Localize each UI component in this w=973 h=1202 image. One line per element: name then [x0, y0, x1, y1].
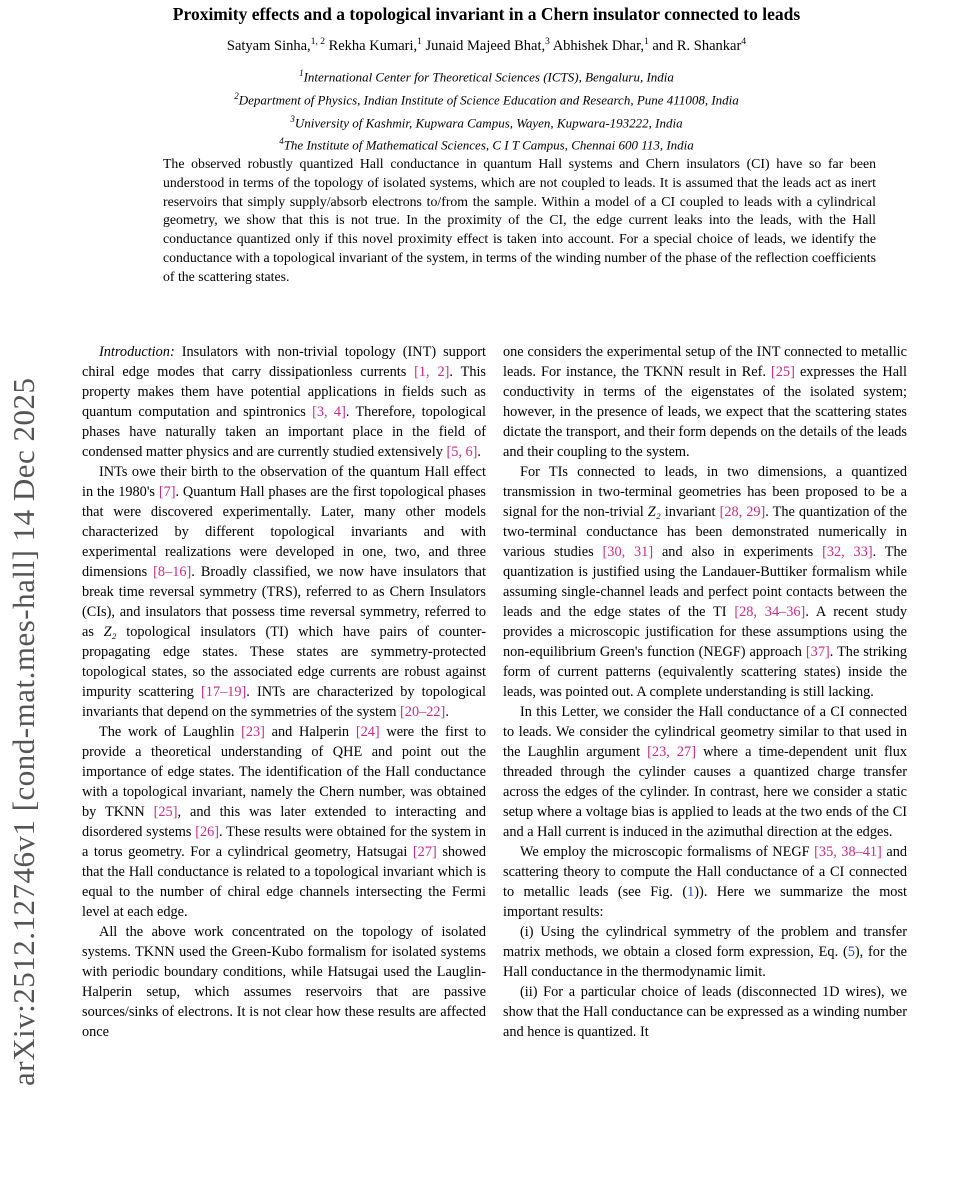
affiliation-list	[40, 64, 933, 155]
affiliation-line: $^2$Department of Physics, Indian Institute of Science Education and Research, Pune 411008, India	[234, 90, 739, 108]
text-run: . The quantization of the two-terminal conductance has been demonstrated numerically in various studies	[503, 504, 907, 560]
text-run: and also in experiments	[653, 544, 823, 560]
citation-link[interactable]: [25]	[153, 804, 178, 820]
author-name: Junaid Majeed Bhat,$^3$	[421, 37, 550, 54]
citation-link[interactable]: [24]	[355, 724, 380, 740]
text-run: one considers the experimental setup of the INT connected to metallic leads. For instance, the TKNN result in Ref.	[503, 344, 907, 380]
text-run: . Quantum Hall phases are the first topological phases that were discovered experimentally. Later, many other models characterized by different topological invariants and with experimental realizations were developed in one, two, and three dimensions	[82, 484, 486, 580]
text-run: . The quantization is justified using the Landauer-Buttiker formalism while assuming single-channel leads and perfect point contacts between the leads and the edge states of the TI	[503, 544, 907, 620]
citation-link[interactable]: [28, 29]	[719, 504, 766, 520]
author-list	[40, 37, 933, 55]
text-run: topological insulators (TI) which have pairs of counter-propagating edge states. These states are symmetry-protected topological states, so the associated edge currents are robust against impurity scattering	[82, 624, 486, 700]
author-name: and R. Shankar$^4$	[648, 37, 747, 54]
text-run: For TIs connected to leads, in two dimensions, a quantized transmission in two-terminal geometries has been proposed to be a signal for the non-trivial	[503, 464, 907, 520]
text-run: (i) Using the cylindrical symmetry of the problem and transfer matrix methods, we obtain a closed form expression, Eq. (	[503, 924, 907, 960]
text-run: The work of Laughlin	[99, 724, 242, 740]
text-run: )). Here we summarize the most important results:	[503, 884, 907, 920]
paragraph	[503, 702, 907, 842]
citation-link[interactable]: [23]	[241, 724, 265, 740]
text-run: .	[477, 444, 481, 460]
text-run: In this Letter, we consider the Hall conductance of a CI connected to leads. We consider the cylindrical geometry similar to that used in the Laughlin argument	[503, 704, 907, 760]
citation-link[interactable]: [25]	[771, 364, 795, 380]
text-run: and Halperin	[264, 724, 356, 740]
affiliation-line: $^1$International Center for Theoretical Sciences (ICTS), Bengaluru, India	[299, 68, 674, 85]
affiliation-superscript: 3	[290, 113, 295, 124]
text-run: were the first to provide a theoretical understanding of QHE and point out the importance of edge states. The identification of the Hall conductance with a topological invariant, namely the Chern number, was obtained by TKNN	[82, 724, 486, 820]
citation-link[interactable]: [37]	[805, 644, 830, 660]
author-affiliation-superscript: 3	[545, 37, 550, 47]
affiliation-superscript: 4	[279, 136, 284, 147]
paragraph	[82, 342, 486, 462]
abstract: The observed robustly quantized Hall conductance in quantum Hall systems and Chern insulators (CI) have so far been understood in terms of the topology of isolated systems, which are not coupled to leads. It is assumed that the leads act as inert reservoirs that simply supply/absorb electrons to/from the sample. Within a model of a CI coupled to leads with a cylindrical geometry, we show that this is not true. In the proximity of the CI, the edge current leaks into the leads, with the Hall conductance quantized only if this novel proximity effect is taken into account. For a special choice of leads, we identify the conductance with a topological invariant of the system, in terms of the winding number of the phase of the reflection coefficients of the scattering states.	[163, 156, 876, 284]
author-name: Abhishek Dhar,$^1$	[549, 37, 649, 54]
text-run: INTs owe their birth to the observation of the quantum Hall effect in the 1980's	[82, 464, 486, 500]
text-run: . Broadly classified, we now have insulators that break time reversal symmetry (TRS), referred to as Chern Insulators (CIs), and insulators that possess time reversal symmetry, referred to as	[82, 564, 486, 640]
column-left	[82, 342, 486, 1202]
affiliation-superscript: 1	[299, 68, 304, 78]
citation-link[interactable]: [35, 38–41]	[814, 844, 882, 860]
text-run: ), for the Hall conductance in the thermodynamic limit.	[503, 944, 907, 980]
text-run: invariant	[660, 504, 720, 520]
text-run: Introduction:	[99, 344, 175, 360]
citation-link[interactable]: [28, 34–36]	[734, 604, 806, 620]
paragraph	[82, 462, 486, 722]
paragraph	[503, 462, 907, 702]
author-affiliation-superscript: 1	[417, 37, 422, 47]
text-run: . The striking form of current patterns (equivalently scattering states) inside the leads, was pointed out. A complete understanding is still lacking.	[503, 644, 907, 700]
affiliation-line: $^3$University of Kashmir, Kupwara Campus, Wayen, Kupwara-193222, India	[290, 113, 683, 130]
citation-link[interactable]: [1, 2]	[414, 364, 450, 380]
author-name: Satyam Sinha,$^{1, 2}$	[226, 37, 325, 54]
text-run: . INTs are characterized by topological invariants that depend on the symmetries of the system	[82, 684, 486, 720]
citation-link[interactable]: [5, 6]	[446, 444, 478, 460]
paragraph	[503, 982, 907, 1042]
citation-link[interactable]: [3, 4]	[312, 404, 346, 420]
affiliation-line: $^4$The Institute of Mathematical Sciences, C I T Campus, Chennai 600 113, India	[279, 136, 694, 153]
text-run: . This property makes them have potential applications in fields such as quantum computation and spintronics	[82, 364, 486, 420]
text-run: expresses the Hall conductivity in terms of the eigenstates of the isolated system; however, in the presence of leads, we expect that the scattering states dictate the transport, and their form depends on the details of the leads and their coupling to the system.	[503, 364, 907, 460]
text-run: . Therefore, topological phases have naturally taken an important place in the field of condensed matter physics and are currently studied extensively	[82, 404, 486, 460]
text-run: .	[445, 704, 449, 720]
citation-link[interactable]: [20–22]	[400, 704, 446, 720]
text-run: Z₂	[103, 624, 117, 640]
column-right	[503, 342, 907, 1202]
arxiv-stamp[interactable]: arXiv:2512.12746v1 [cond-mat.mes-hall] 14 Dec 2025	[6, 377, 41, 1086]
paragraph	[503, 842, 907, 922]
paragraph	[82, 922, 486, 1042]
author-affiliation-superscript: 4	[741, 37, 747, 47]
paper-title: Proximity effects and a topological invariant in a Chern insulator connected to leads	[172, 4, 801, 24]
paragraph	[82, 722, 486, 922]
citation-link[interactable]: [27]	[412, 844, 437, 860]
text-run: . A recent study provides a microscopic justification for these assumptions using the non-equilibrium Green's function (NEGF) approach	[503, 604, 907, 660]
text-run: We employ the microscopic formalisms of NEGF	[520, 844, 815, 860]
citation-link[interactable]: [30, 31]	[602, 544, 654, 560]
citation-link[interactable]: [26]	[195, 824, 220, 840]
text-run: All the above work concentrated on the topology of isolated systems. TKNN used the Green-Kubo formalism for isolated systems with periodic boundary conditions, while Hatsugai used the Lauglin-Halperin setup, which assumes reservoirs that are passive sources/sinks of electrons. It is not clear how these results are affected once	[82, 924, 486, 1040]
citation-link[interactable]: [23, 27]	[647, 744, 696, 760]
paragraph	[503, 342, 907, 462]
text-run: and scattering theory to compute the Hall conductance of a CI connected to metallic leads (see Fig. (	[503, 844, 907, 900]
author-affiliation-superscript: 1, 2	[310, 37, 325, 47]
text-run: Insulators with non-trivial topology (INT) support chiral edge modes that carry dissipationless currents	[82, 344, 486, 380]
paragraph	[503, 922, 907, 982]
cross-reference-link[interactable]: 1	[687, 884, 695, 900]
citation-link[interactable]: [32, 33]	[822, 544, 873, 560]
text-run: showed that the Hall conductance is related to a topological invariant which is equal to the number of chiral edge channels intersecting the Fermi level at each edge.	[82, 844, 486, 920]
text-run: Z₂	[647, 504, 661, 520]
text-run: . These results were obtained for the system in a torus geometry. For a cylindrical geometry, Hatsugai	[82, 824, 486, 860]
author-name: Rekha Kumari,$^1$	[324, 37, 422, 54]
citation-link[interactable]: [17–19]	[201, 684, 247, 700]
cross-reference-link[interactable]: 5	[847, 944, 855, 960]
text-run: , and this was later extended to interacting and disordered systems	[82, 804, 486, 840]
citation-link[interactable]: [8–16]	[153, 564, 192, 580]
affiliation-superscript: 2	[234, 90, 239, 101]
author-affiliation-superscript: 1	[643, 37, 649, 47]
text-run: (ii) For a particular choice of leads (disconnected 1D wires), we show that the Hall conductance can be expressed as a winding number and hence is quantized. It	[503, 984, 907, 1040]
citation-link[interactable]: [7]	[158, 484, 176, 500]
text-run: where a time-dependent unit flux threaded through the cylinder causes a quantized charge transfer across the edges of the cylinder. In contrast, here we consider a static setup where a voltage bias is applied to leads at the two ends of the CI and a Hall current is induced in the azimuthal direction at the edges.	[503, 744, 907, 840]
